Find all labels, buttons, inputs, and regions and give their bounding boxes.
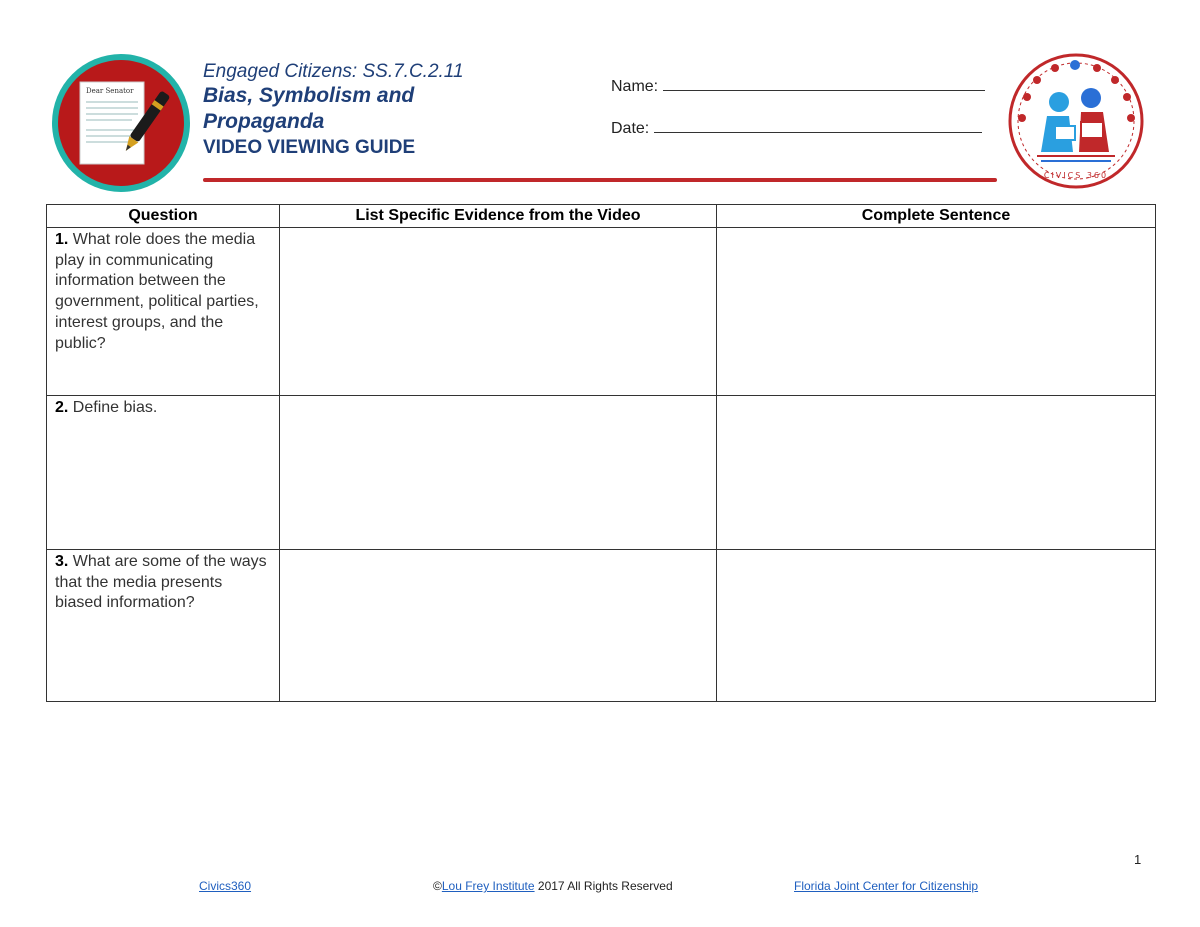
evidence-cell[interactable] [280, 228, 717, 396]
name-line[interactable] [663, 76, 985, 91]
civics-logo-icon [1007, 52, 1145, 190]
footer-left [199, 879, 251, 893]
letter-pen-icon [58, 60, 184, 186]
footer-middle [433, 879, 673, 893]
lesson-title: Bias, Symbolism and Propaganda [203, 84, 415, 133]
copyright-symbol: © [433, 879, 442, 893]
question-cell [47, 228, 280, 396]
column-header-sentence: Complete Sentence [717, 205, 1156, 228]
date-field[interactable] [611, 118, 982, 138]
table-row [47, 228, 1156, 396]
table-header-row [47, 205, 1156, 228]
sentence-cell[interactable] [717, 228, 1156, 396]
question-number: 2. [55, 399, 69, 416]
header-divider [203, 178, 997, 182]
page-number: 1 [1134, 852, 1142, 867]
name-field[interactable] [611, 76, 985, 96]
civics-logo-text: CIVICS 360 [1043, 171, 1109, 180]
guide-title: VIDEO VIEWING GUIDE [203, 137, 416, 158]
question-text: What are some of the ways that the media presents biased information? [55, 553, 267, 612]
question-number: 3. [55, 553, 69, 570]
civics360-link[interactable]: Civics360 [199, 879, 252, 893]
sentence-cell[interactable] [717, 550, 1156, 702]
table-row [47, 396, 1156, 550]
copyright-text: 2017 All Rights Reserved [534, 879, 673, 893]
question-number: 1. [55, 231, 69, 248]
column-header-question: Question [47, 205, 280, 228]
viewing-guide-table [46, 204, 1156, 702]
title-block [203, 60, 593, 161]
civics360-logo [1007, 52, 1145, 190]
table-row [47, 550, 1156, 702]
fjcc-link[interactable]: Florida Joint Center for Citizenship [794, 879, 979, 893]
sentence-cell[interactable] [717, 396, 1156, 550]
name-label: Name: [611, 78, 659, 95]
question-text: Define bias. [72, 399, 158, 416]
question-cell [47, 396, 280, 550]
evidence-cell[interactable] [280, 396, 717, 550]
column-header-evidence: List Specific Evidence from the Video [280, 205, 717, 228]
question-cell [47, 550, 280, 702]
letter-logo-text: Dear Senator [86, 87, 134, 95]
date-label: Date: [611, 120, 650, 137]
letter-logo [52, 54, 190, 192]
lou-frey-link[interactable]: Lou Frey Institute [441, 879, 535, 893]
date-line[interactable] [654, 118, 982, 133]
course-code: Engaged Citizens: SS.7.C.2.11 [203, 61, 464, 82]
evidence-cell[interactable] [280, 550, 717, 702]
footer-right [794, 879, 978, 893]
question-text: What role does the media play in communicating information between the government, political parties, interest groups, and the public? [55, 231, 259, 352]
